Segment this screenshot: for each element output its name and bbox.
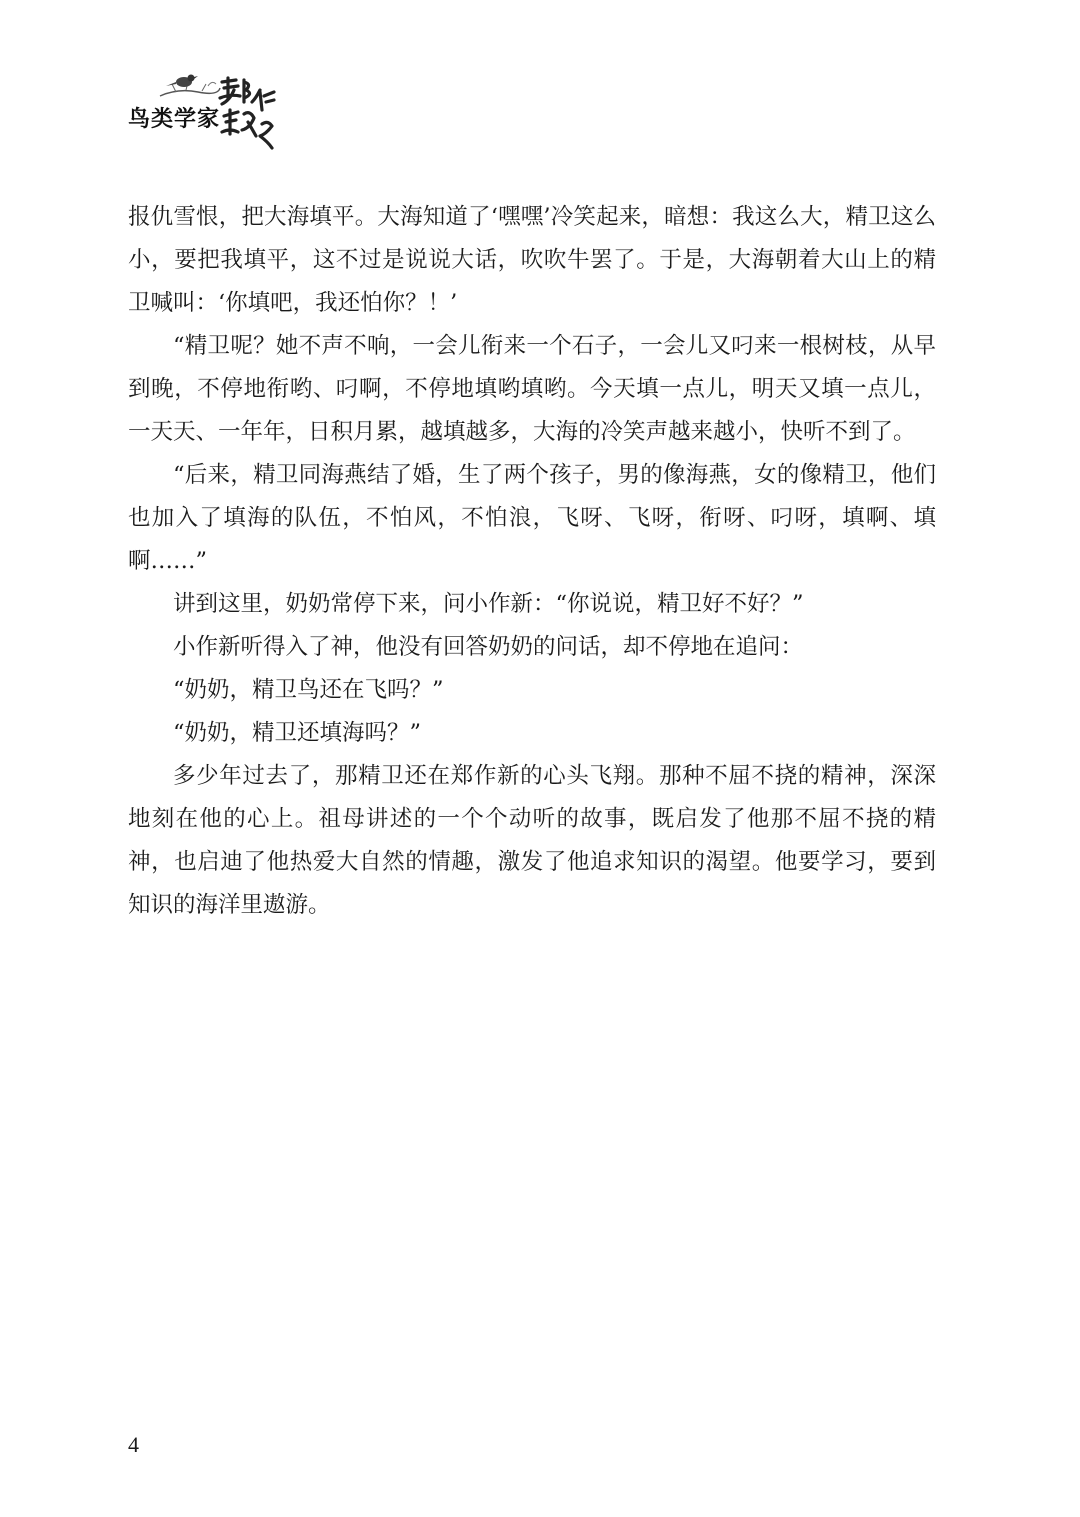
paragraph-1: 报仇雪恨，把大海填平。大海知道了‘嘿嘿’冷笑起来，暗想：我这么大，精卫这么小，要把我填平，这不过是说说大话，吹吹牛罢了。于是，大海朝着大山上的精卫喊叫：‘你填吧，我还怕你？！’: [128, 204, 936, 316]
page-number: 4: [128, 1432, 139, 1457]
bird-on-branch-icon: [158, 62, 222, 102]
book-title: 鸟类学家: [128, 107, 221, 132]
signature-calligraphy: [216, 76, 276, 152]
paragraph-7: “奶奶，精卫还填海吗？”: [173, 720, 422, 746]
page-header: [128, 62, 388, 152]
paragraph-3: “后来，精卫同海燕结了婚，生了两个孩子，男的像海燕，女的像精卫，他们也加入了填海的队伍，不怕风，不怕浪，飞呀、飞呀，衔呀、叼呀，填啊、填啊……”: [128, 462, 936, 574]
paragraph-8: 多少年过去了，那精卫还在郑作新的心头飞翔。那种不屈不挠的精神，深深地刻在他的心上。祖母讲述的一个个动听的故事，既启发了他那不屈不挠的精神，也启迪了他热爱大自然的情趣，激发了他追求知识的渴望。他要学习，要到知识的海洋里遨游。: [128, 763, 936, 918]
paragraph-6: “奶奶，精卫鸟还在飞吗？”: [173, 677, 444, 703]
paragraph-4: 讲到这里，奶奶常停下来，问小作新：“你说说，精卫好不好？”: [173, 591, 804, 617]
paragraph-2: “精卫呢？她不声不响，一会儿衔来一个石子，一会儿又叼来一根树枝，从早到晚，不停地衔哟、叼啊，不停地填哟填哟。今天填一点儿，明天又填一点儿，一天天、一年年，日积月累，越填越多，大海的冷笑声越来越小，快听不到了。: [128, 333, 936, 445]
paragraph-5: 小作新听得入了神，他没有回答奶奶的问话，却不停地在追问：: [173, 634, 804, 660]
body-text: [128, 196, 936, 927]
